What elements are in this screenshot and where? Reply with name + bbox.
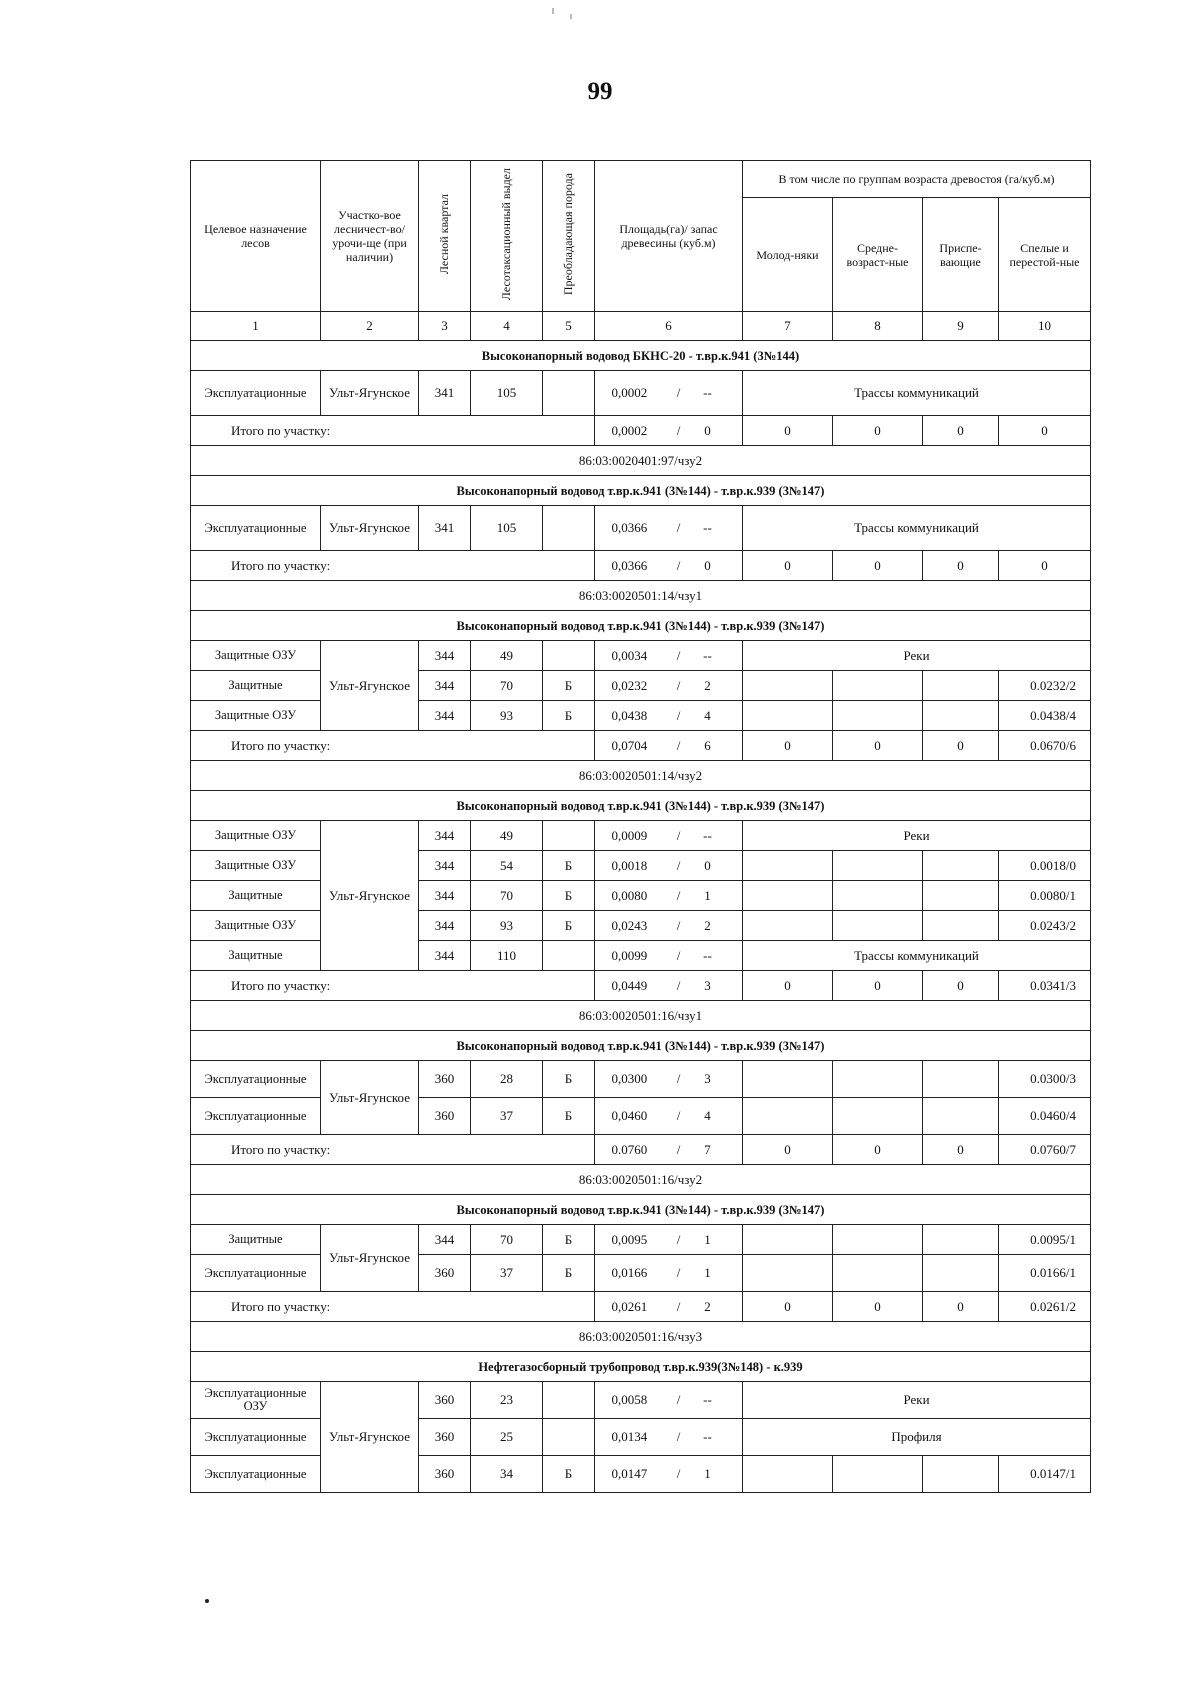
purpose-cell: Эксплуатационные: [191, 1061, 321, 1098]
mature-cell: 0.0243/2: [999, 911, 1091, 941]
allotment-cell: 25: [471, 1419, 543, 1456]
column-number: 8: [833, 312, 923, 341]
species-cell: Б: [543, 1255, 595, 1292]
header-middle-aged: Средне-возраст-ные: [833, 198, 923, 312]
area-cell: 0,0366 / --: [595, 506, 743, 551]
forestry-cell: Ульт-Ягунское: [321, 1061, 419, 1135]
volume-value: 1: [704, 1466, 711, 1481]
area-cell: 0,0080 / 1: [595, 881, 743, 911]
quarter-cell: 344: [419, 941, 471, 971]
volume-value: 2: [704, 917, 711, 933]
total-label: Итого по участку:: [191, 1292, 595, 1322]
total-young: 0: [743, 1292, 833, 1322]
area-value: 0,0366: [611, 520, 648, 535]
area-value: 0.0760: [611, 1141, 648, 1157]
species-cell: [543, 1382, 595, 1419]
ripening-cell: [923, 881, 999, 911]
allotment-cell: 23: [471, 1382, 543, 1419]
merged-note-cell: Реки: [743, 1382, 1091, 1419]
total-mature: 0.0760/7: [999, 1135, 1091, 1165]
area-cell: 0,0147 / 1: [595, 1456, 743, 1493]
column-number: 6: [595, 312, 743, 341]
section-title: Высоконапорный водовод т.вр.к.941 (3№144) - т.вр.к.939 (3№147): [191, 611, 1091, 641]
total-middle: 0: [833, 971, 923, 1001]
header-allotment: Лесотаксационный выдел: [471, 161, 543, 312]
allotment-cell: 105: [471, 506, 543, 551]
total-middle: 0: [833, 551, 923, 581]
young-cell: [743, 1225, 833, 1255]
area-cell: 0,0002 / --: [595, 371, 743, 416]
total-ripening: 0: [923, 1292, 999, 1322]
area-cell: 0,0018 / 0: [595, 851, 743, 881]
total-row: [191, 551, 1091, 581]
purpose-cell: Защитные: [191, 1225, 321, 1255]
total-young: 0: [743, 1135, 833, 1165]
ripening-cell: [923, 1225, 999, 1255]
quarter-cell: 360: [419, 1419, 471, 1456]
area-value: 0,0080: [611, 887, 648, 903]
species-cell: Б: [543, 1061, 595, 1098]
merged-note-cell: Реки: [743, 821, 1091, 851]
total-row: [191, 971, 1091, 1001]
area-cell: 0,0009 / --: [595, 821, 743, 851]
mature-cell: 0.0438/4: [999, 701, 1091, 731]
total-ripening: 0: [923, 971, 999, 1001]
purpose-cell: Защитные: [191, 881, 321, 911]
total-area-cell: 0,0002 / 0: [595, 416, 743, 446]
purpose-cell: Эксплуатационные: [191, 1255, 321, 1292]
mature-cell: 0.0095/1: [999, 1225, 1091, 1255]
column-number: 4: [471, 312, 543, 341]
column-number: 3: [419, 312, 471, 341]
species-cell: [543, 506, 595, 551]
area-value: 0,0460: [611, 1108, 648, 1123]
middle-cell: [833, 881, 923, 911]
total-middle: 0: [833, 1135, 923, 1165]
area-cell: 0,0243 / 2: [595, 911, 743, 941]
area-cell: 0,0058 / --: [595, 1382, 743, 1419]
purpose-cell: Эксплуатационные: [191, 506, 321, 551]
total-mature: 0.0261/2: [999, 1292, 1091, 1322]
total-ripening: 0: [923, 551, 999, 581]
column-number: 5: [543, 312, 595, 341]
table-body: [191, 341, 1091, 1493]
allotment-cell: 105: [471, 371, 543, 416]
total-area-cell: 0,0261 / 2: [595, 1292, 743, 1322]
ripening-cell: [923, 911, 999, 941]
area-value: 0,0147: [611, 1466, 648, 1481]
volume-value: 2: [704, 1298, 711, 1314]
volume-value: 3: [704, 1071, 711, 1086]
header-mature: Спелые и перестой-ные: [999, 198, 1091, 312]
total-mature: 0: [999, 551, 1091, 581]
ripening-cell: [923, 701, 999, 731]
ripening-cell: [923, 1098, 999, 1135]
forest-allocation-table: [190, 160, 1091, 1493]
purpose-cell: Эксплуатационные: [191, 1419, 321, 1456]
volume-value: 4: [704, 707, 711, 723]
young-cell: [743, 881, 833, 911]
ripening-cell: [923, 671, 999, 701]
species-cell: [543, 1419, 595, 1456]
purpose-cell: Эксплуатационные: [191, 371, 321, 416]
middle-cell: [833, 1061, 923, 1098]
table-row: [191, 1061, 1091, 1098]
ripening-cell: [923, 1456, 999, 1493]
species-cell: [543, 941, 595, 971]
section-title: Высоконапорный водовод БКНС-20 - т.вр.к.941 (3№144): [191, 341, 1091, 371]
volume-value: 7: [704, 1141, 711, 1157]
column-number: 2: [321, 312, 419, 341]
quarter-cell: 360: [419, 1255, 471, 1292]
total-area-cell: 0,0704 / 6: [595, 731, 743, 761]
total-ripening: 0: [923, 1135, 999, 1165]
ripening-cell: [923, 1061, 999, 1098]
header-purpose: Целевое назначение лесов: [191, 161, 321, 312]
table-row: [191, 641, 1091, 671]
young-cell: [743, 1098, 833, 1135]
cadastral-code: 86:03:0020501:16/чзу1: [191, 1001, 1091, 1031]
merged-note-cell: Профиля: [743, 1419, 1091, 1456]
allotment-cell: 34: [471, 1456, 543, 1493]
species-cell: Б: [543, 911, 595, 941]
section-title: Высоконапорный водовод т.вр.к.941 (3№144) - т.вр.к.939 (3№147): [191, 1031, 1091, 1061]
column-number: 9: [923, 312, 999, 341]
area-value: 0,0166: [611, 1265, 648, 1280]
header-quarter: Лесной квартал: [419, 161, 471, 312]
total-mature: 0: [999, 416, 1091, 446]
purpose-cell: Защитные ОЗУ: [191, 911, 321, 941]
species-cell: Б: [543, 881, 595, 911]
area-cell: 0,0034 / --: [595, 641, 743, 671]
volume-value: 0: [704, 557, 711, 573]
area-value: 0,0243: [611, 917, 648, 933]
quarter-cell: 344: [419, 911, 471, 941]
total-young: 0: [743, 731, 833, 761]
total-area-cell: 0,0449 / 3: [595, 971, 743, 1001]
young-cell: [743, 1255, 833, 1292]
species-cell: Б: [543, 1456, 595, 1493]
column-number: 7: [743, 312, 833, 341]
section-title: Высоконапорный водовод т.вр.к.941 (3№144) - т.вр.к.939 (3№147): [191, 1195, 1091, 1225]
area-value: 0,0002: [611, 385, 648, 400]
middle-cell: [833, 1255, 923, 1292]
middle-cell: [833, 1098, 923, 1135]
total-row: [191, 1135, 1091, 1165]
total-label: Итого по участку:: [191, 551, 595, 581]
area-cell: 0,0232 / 2: [595, 671, 743, 701]
volume-value: --: [703, 827, 712, 843]
quarter-cell: 341: [419, 506, 471, 551]
area-value: 0,0018: [611, 857, 648, 873]
header-age-groups: В том числе по группам возраста древостоя (га/куб.м): [743, 161, 1091, 198]
purpose-cell: Защитные: [191, 671, 321, 701]
table-row: [191, 821, 1091, 851]
area-cell: 0,0166 / 1: [595, 1255, 743, 1292]
total-label: Итого по участку:: [191, 416, 595, 446]
quarter-cell: 360: [419, 1098, 471, 1135]
young-cell: [743, 1456, 833, 1493]
mature-cell: 0.0166/1: [999, 1255, 1091, 1292]
total-middle: 0: [833, 1292, 923, 1322]
allotment-cell: 93: [471, 911, 543, 941]
purpose-cell: Защитные ОЗУ: [191, 851, 321, 881]
mature-cell: 0.0300/3: [999, 1061, 1091, 1098]
area-value: 0,0009: [611, 827, 648, 843]
volume-value: 1: [704, 1231, 711, 1247]
young-cell: [743, 851, 833, 881]
total-young: 0: [743, 551, 833, 581]
forestry-cell: Ульт-Ягунское: [321, 1225, 419, 1292]
total-mature: 0.0670/6: [999, 731, 1091, 761]
allotment-cell: 37: [471, 1255, 543, 1292]
page-number: 99: [587, 78, 613, 105]
species-cell: [543, 641, 595, 671]
volume-value: 1: [704, 1265, 711, 1280]
species-cell: Б: [543, 1225, 595, 1255]
purpose-cell: Эксплуатационные: [191, 1456, 321, 1493]
header-species: Преобладающая порода: [543, 161, 595, 312]
volume-value: 1: [704, 887, 711, 903]
table-header: [191, 161, 1091, 341]
area-value: 0,0232: [611, 677, 648, 693]
merged-note-cell: Трассы коммуникаций: [743, 941, 1091, 971]
scan-artifact: [552, 8, 554, 14]
area-cell: 0,0099 / --: [595, 941, 743, 971]
young-cell: [743, 701, 833, 731]
purpose-cell: Защитные ОЗУ: [191, 701, 321, 731]
middle-cell: [833, 701, 923, 731]
total-middle: 0: [833, 416, 923, 446]
species-cell: Б: [543, 671, 595, 701]
volume-value: --: [703, 647, 712, 663]
quarter-cell: 360: [419, 1456, 471, 1493]
species-cell: [543, 371, 595, 416]
area-value: 0,0095: [611, 1231, 648, 1247]
area-value: 0,0449: [611, 977, 648, 993]
forestry-cell: Ульт-Ягунское: [321, 371, 419, 416]
section-title: Нефтегазосборный трубопровод т.вр.к.939(3№148) - к.939: [191, 1352, 1091, 1382]
purpose-cell: Защитные ОЗУ: [191, 821, 321, 851]
young-cell: [743, 671, 833, 701]
area-value: 0,0300: [611, 1071, 648, 1086]
merged-note-cell: Трассы коммуникаций: [743, 506, 1091, 551]
quarter-cell: 341: [419, 371, 471, 416]
total-row: [191, 416, 1091, 446]
mature-cell: 0.0080/1: [999, 881, 1091, 911]
quarter-cell: 344: [419, 881, 471, 911]
column-number-row: [191, 312, 1091, 341]
purpose-cell: Защитные ОЗУ: [191, 641, 321, 671]
species-cell: Б: [543, 701, 595, 731]
volume-value: 6: [704, 737, 711, 753]
area-cell: 0,0134 / --: [595, 1419, 743, 1456]
scan-artifact: [570, 14, 572, 19]
cadastral-code: 86:03:0020501:16/чзу3: [191, 1322, 1091, 1352]
header-forestry: Участко-вое лесничест-во/урочи-ще (при наличии): [321, 161, 419, 312]
middle-cell: [833, 671, 923, 701]
header-ripening: Приспе-вающие: [923, 198, 999, 312]
total-label: Итого по участку:: [191, 1135, 595, 1165]
table-row: [191, 1382, 1091, 1419]
volume-value: --: [703, 1392, 712, 1407]
volume-value: --: [703, 947, 712, 963]
allotment-cell: 110: [471, 941, 543, 971]
area-value: 0,0099: [611, 947, 648, 963]
area-value: 0,0058: [611, 1392, 648, 1407]
cadastral-code: 86:03:0020501:16/чзу2: [191, 1165, 1091, 1195]
total-area-cell: 0.0760 / 7: [595, 1135, 743, 1165]
volume-value: 0: [704, 857, 711, 873]
young-cell: [743, 1061, 833, 1098]
quarter-cell: 344: [419, 641, 471, 671]
area-cell: 0,0438 / 4: [595, 701, 743, 731]
total-label: Итого по участку:: [191, 971, 595, 1001]
total-area-cell: 0,0366 / 0: [595, 551, 743, 581]
area-cell: 0,0460 / 4: [595, 1098, 743, 1135]
total-young: 0: [743, 416, 833, 446]
species-cell: [543, 821, 595, 851]
quarter-cell: 360: [419, 1382, 471, 1419]
area-cell: 0,0300 / 3: [595, 1061, 743, 1098]
volume-value: --: [703, 385, 712, 400]
middle-cell: [833, 911, 923, 941]
mature-cell: 0.0232/2: [999, 671, 1091, 701]
allotment-cell: 28: [471, 1061, 543, 1098]
forestry-cell: Ульт-Ягунское: [321, 641, 419, 731]
allotment-cell: 49: [471, 641, 543, 671]
species-cell: Б: [543, 851, 595, 881]
mature-cell: 0.0460/4: [999, 1098, 1091, 1135]
volume-value: --: [703, 1429, 712, 1444]
ripening-cell: [923, 851, 999, 881]
purpose-cell: Защитные: [191, 941, 321, 971]
scan-dot: [205, 1599, 209, 1603]
species-cell: Б: [543, 1098, 595, 1135]
section-title: Высоконапорный водовод т.вр.к.941 (3№144) - т.вр.к.939 (3№147): [191, 476, 1091, 506]
total-ripening: 0: [923, 416, 999, 446]
column-number: 1: [191, 312, 321, 341]
total-middle: 0: [833, 731, 923, 761]
allotment-cell: 70: [471, 881, 543, 911]
volume-value: 4: [704, 1108, 711, 1123]
allotment-cell: 54: [471, 851, 543, 881]
table-row: [191, 1225, 1091, 1255]
merged-note-cell: Трассы коммуникаций: [743, 371, 1091, 416]
total-row: [191, 1292, 1091, 1322]
ripening-cell: [923, 1255, 999, 1292]
area-value: 0,0134: [611, 1429, 648, 1444]
total-ripening: 0: [923, 731, 999, 761]
purpose-cell: Эксплуатационные: [191, 1098, 321, 1135]
total-mature: 0.0341/3: [999, 971, 1091, 1001]
quarter-cell: 344: [419, 851, 471, 881]
quarter-cell: 344: [419, 1225, 471, 1255]
header-young: Молод-няки: [743, 198, 833, 312]
table-row: [191, 506, 1091, 551]
quarter-cell: 344: [419, 821, 471, 851]
allotment-cell: 49: [471, 821, 543, 851]
allotment-cell: 93: [471, 701, 543, 731]
purpose-cell: Эксплуатационные ОЗУ: [191, 1382, 321, 1419]
volume-value: --: [703, 520, 712, 535]
total-young: 0: [743, 971, 833, 1001]
area-value: 0,0261: [611, 1298, 648, 1314]
section-title: Высоконапорный водовод т.вр.к.941 (3№144) - т.вр.к.939 (3№147): [191, 791, 1091, 821]
quarter-cell: 344: [419, 701, 471, 731]
young-cell: [743, 911, 833, 941]
cadastral-code: 86:03:0020501:14/чзу2: [191, 761, 1091, 791]
area-value: 0,0438: [611, 707, 648, 723]
allotment-cell: 70: [471, 1225, 543, 1255]
mature-cell: 0.0147/1: [999, 1456, 1091, 1493]
cadastral-code: 86:03:0020501:14/чзу1: [191, 581, 1091, 611]
area-value: 0,0002: [611, 422, 648, 438]
volume-value: 2: [704, 677, 711, 693]
forestry-cell: Ульт-Ягунское: [321, 1382, 419, 1493]
allotment-cell: 70: [471, 671, 543, 701]
merged-note-cell: Реки: [743, 641, 1091, 671]
area-value: 0,0704: [611, 737, 648, 753]
middle-cell: [833, 1225, 923, 1255]
table-row: [191, 371, 1091, 416]
volume-value: 3: [704, 977, 711, 993]
middle-cell: [833, 1456, 923, 1493]
quarter-cell: 360: [419, 1061, 471, 1098]
column-number: 10: [999, 312, 1091, 341]
total-row: [191, 731, 1091, 761]
area-cell: 0,0095 / 1: [595, 1225, 743, 1255]
header-area: Площадь(га)/ запас древесины (куб.м): [595, 161, 743, 312]
mature-cell: 0.0018/0: [999, 851, 1091, 881]
area-value: 0,0034: [611, 647, 648, 663]
forestry-cell: Ульт-Ягунское: [321, 506, 419, 551]
middle-cell: [833, 851, 923, 881]
total-label: Итого по участку:: [191, 731, 595, 761]
forestry-cell: Ульт-Ягунское: [321, 821, 419, 971]
area-value: 0,0366: [611, 557, 648, 573]
cadastral-code: 86:03:0020401:97/чзу2: [191, 446, 1091, 476]
volume-value: 0: [704, 422, 711, 438]
quarter-cell: 344: [419, 671, 471, 701]
allotment-cell: 37: [471, 1098, 543, 1135]
